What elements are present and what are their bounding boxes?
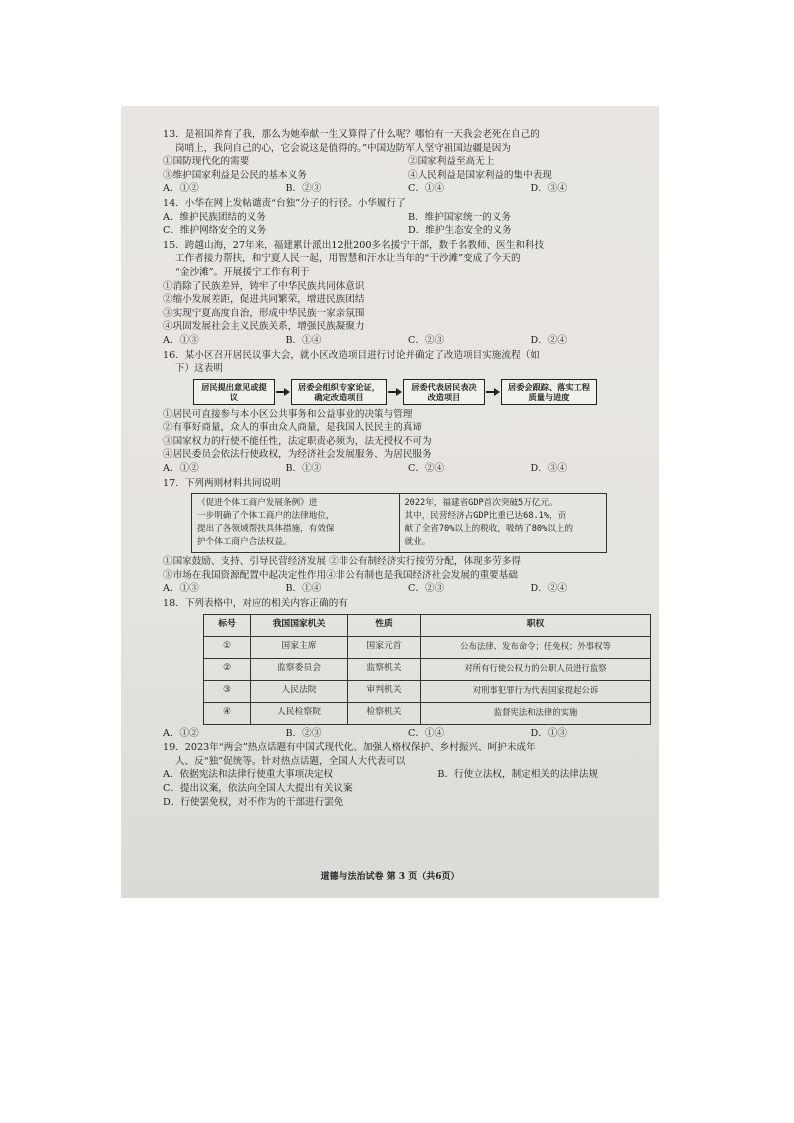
question-text: 工作者接力帮扶，和宁夏人民一起，用智慧和汗水让当年的“干沙滩”变成了今天的 bbox=[175, 253, 521, 265]
material-right bbox=[399, 494, 607, 552]
table-cell: 人民检察院 bbox=[251, 702, 348, 724]
option-c: C．②③ bbox=[408, 334, 445, 346]
statement: ③维护国家利益是公民的基本义务 bbox=[163, 169, 307, 181]
statement: ③国家权力的行使不能任性，法定职责必须为，法无授权不可为 bbox=[163, 435, 432, 447]
material-line: 一步明确了个体工商户的法律地位， bbox=[197, 511, 335, 522]
option-b: B．维护国家统一的义务 bbox=[408, 211, 511, 223]
table-cell: ③ bbox=[204, 680, 251, 702]
table-cell: 监察委员会 bbox=[251, 658, 348, 680]
table-cell: ② bbox=[204, 658, 251, 680]
table-cell: 国家主席 bbox=[251, 636, 348, 658]
table-row bbox=[204, 702, 651, 724]
question-text: 13．是祖国养育了我，那么为她奉献一生又算得了什么呢？哪怕有一天我会老死在自己的 bbox=[163, 129, 540, 140]
table-cell: 人民法院 bbox=[251, 680, 348, 702]
table-cell: ④ bbox=[204, 702, 251, 724]
arrow-right-icon bbox=[387, 387, 403, 397]
question-18 bbox=[163, 597, 653, 740]
table-cell: 监督宪法和法律的实施 bbox=[421, 702, 651, 724]
option-c: C．②④ bbox=[408, 463, 445, 475]
statement: ②国家利益至高无上 bbox=[408, 156, 495, 168]
table-cell: 检察机关 bbox=[348, 702, 421, 724]
material-line: 就业。 bbox=[404, 537, 431, 548]
option-c: C．提出议案，依法向全国人大提出有关议案 bbox=[163, 783, 353, 794]
table-row bbox=[204, 636, 651, 658]
option-d: D．②④ bbox=[530, 334, 567, 346]
material-line: 护个体工商户合法权益。 bbox=[197, 537, 292, 548]
table-cell: 公布法律、发布命令；任免权；外事权等 bbox=[421, 636, 651, 658]
option-a: A．①③ bbox=[163, 334, 199, 346]
option-a: A．①② bbox=[163, 183, 199, 195]
question-text: 19．2023年“两会”热点话题有中国式现代化、加强人格权保护、乡村振兴、呵护未成年 bbox=[163, 742, 536, 754]
statement: ①国家鼓励、支持、引导民营经济发展 ②非公有制经济实行按劳分配，体现多劳多得 bbox=[163, 556, 522, 568]
statement: ④巩固发展社会主义民族关系，增强民族凝聚力 bbox=[163, 321, 365, 333]
option-b: B．①③ bbox=[285, 463, 322, 475]
statement: ④人民利益是国家利益的集中表现 bbox=[408, 169, 552, 181]
option-c: C．维护网络安全的义务 bbox=[163, 225, 267, 237]
table-cell: 对刑事犯罪行为代表国家提起公诉 bbox=[421, 680, 651, 702]
answer-options bbox=[163, 462, 653, 476]
statement: ②有事好商量，众人的事由众人商量，是我国人民民主的真谛 bbox=[163, 422, 423, 434]
material-box bbox=[191, 493, 607, 553]
material-line: 《促进个体工商户发展条例》进 bbox=[197, 498, 318, 509]
option-b: B．①④ bbox=[285, 583, 322, 595]
option-b: B．①④ bbox=[285, 334, 322, 346]
option-a: A．①③ bbox=[163, 583, 199, 595]
question-15 bbox=[163, 239, 653, 348]
flow-step-1: 居民提出意见或提议 bbox=[193, 379, 275, 405]
statement: ①居民可直接参与本小区公共事务和公益事业的决策与管理 bbox=[163, 408, 413, 420]
option-d: D．维护生态安全的义务 bbox=[408, 225, 512, 237]
material-line: 2022年，福建省GDP首次突破5万亿元。 bbox=[404, 498, 558, 509]
flow-step-3: 居委代表居民表决改造项目 bbox=[403, 379, 485, 405]
answer-options bbox=[163, 224, 653, 238]
option-a: A．①② bbox=[163, 727, 199, 739]
statement: ①消除了民族差异，铸牢了中华民族共同体意识 bbox=[163, 280, 365, 292]
statement: ③实现宁夏高度自治，形成中华民族一家亲氛围 bbox=[163, 307, 365, 319]
answer-options bbox=[163, 727, 653, 741]
table-row bbox=[204, 658, 651, 680]
material-line: 献了全省70%以上的税收，吸纳了80%以上的 bbox=[404, 524, 574, 535]
flow-step-2: 居委会组织专家论证，确定改造项目 bbox=[291, 379, 387, 405]
option-b: B．②③ bbox=[285, 183, 322, 195]
table-header-row bbox=[204, 614, 651, 636]
option-c: C．①④ bbox=[408, 183, 445, 195]
page-content bbox=[163, 128, 653, 810]
column-header: 标号 bbox=[204, 614, 251, 636]
option-a: A．依据宪法和法律行使重大事项决定权 bbox=[163, 769, 334, 781]
flowchart bbox=[193, 379, 653, 405]
answer-options bbox=[163, 211, 653, 225]
exam-page bbox=[121, 106, 659, 898]
option-c: C．①④ bbox=[408, 727, 445, 739]
table-cell: ① bbox=[204, 636, 251, 658]
organ-table bbox=[203, 614, 651, 725]
column-header: 我国国家机关 bbox=[251, 614, 348, 636]
material-line: 提出了各领域帮扶具体措施，有效保 bbox=[197, 524, 335, 535]
arrow-right-icon bbox=[275, 387, 291, 397]
statement: ④居民委员会依法行使政权，为经济社会发展服务、为居民服务 bbox=[163, 449, 432, 461]
column-header: 性质 bbox=[348, 614, 421, 636]
question-text: 18．下列表格中，对应的相关内容正确的有 bbox=[163, 598, 348, 610]
table-cell: 监察机关 bbox=[348, 658, 421, 680]
option-d: D．③④ bbox=[530, 183, 567, 195]
table-cell: 对所有行使公权力的公职人员进行监察 bbox=[421, 658, 651, 680]
answer-options bbox=[163, 768, 653, 782]
question-text: 14．小华在网上发帖谴责“台独”分子的行径。小华履行了 bbox=[163, 197, 406, 209]
option-a: A．维护民族团结的义务 bbox=[163, 211, 266, 223]
question-text: 下）这表明 bbox=[175, 363, 223, 375]
statement: ②缩小发展差距，促进共同繁荣，增进民族团结 bbox=[163, 294, 365, 306]
material-left bbox=[192, 494, 399, 552]
column-header: 职权 bbox=[421, 614, 651, 636]
question-text: “金沙滩”。开展援宁工作有利于 bbox=[175, 266, 310, 278]
question-text: 15．跨越山海，27年来，福建累计派出12批200多名援宁干部，数千名教师、医生和科技 bbox=[163, 239, 545, 251]
statement-row bbox=[163, 155, 653, 169]
question-19 bbox=[163, 741, 653, 809]
material-line: 其中，民营经济占GDP比重已达68.1%，贡 bbox=[404, 511, 567, 522]
question-text: 16．某小区召开居民议事大会，就小区改造项目进行讨论并确定了改造项目实施流程（如 bbox=[163, 349, 540, 361]
question-text: 岗哨上，我问自己的心，它会说这是值得的。”中国边防军人坚守祖国边疆是因为 bbox=[175, 142, 511, 154]
flow-step-4: 居委会跟踪、落实工程质量与进度 bbox=[501, 379, 597, 405]
answer-options bbox=[163, 582, 653, 596]
option-b: B．行使立法权，制定相关的法律法规 bbox=[437, 769, 598, 781]
answer-options bbox=[163, 182, 653, 196]
option-d: D．③④ bbox=[530, 463, 567, 475]
table-cell: 国家元首 bbox=[348, 636, 421, 658]
statement: ③市场在我国资源配置中起决定性作用④非公有制也是我国经济社会发展的重要基础 bbox=[163, 569, 518, 581]
question-17 bbox=[163, 477, 653, 596]
question-13 bbox=[163, 128, 653, 196]
question-14 bbox=[163, 197, 653, 238]
option-c: C．②③ bbox=[408, 583, 445, 595]
statement: ①国防现代化的需要 bbox=[163, 156, 250, 168]
option-d: D．②④ bbox=[530, 583, 567, 595]
option-a: A．①② bbox=[163, 463, 199, 475]
question-16 bbox=[163, 349, 653, 476]
question-text: 人、反“独”促统等。针对热点话题，全国人大代表可以 bbox=[175, 755, 406, 767]
arrow-right-icon bbox=[485, 387, 501, 397]
option-b: B．②③ bbox=[285, 727, 322, 739]
option-d: D．①③ bbox=[530, 727, 567, 739]
statement-row bbox=[163, 169, 653, 183]
table-cell: 审判机关 bbox=[348, 680, 421, 702]
page-footer: 道德与法治试卷 第 3 页（共6页） bbox=[320, 872, 460, 882]
table-row bbox=[204, 680, 651, 702]
answer-options bbox=[163, 334, 653, 348]
question-text: 17．下列两则材料共同说明 bbox=[163, 477, 281, 489]
option-d: D．行使罢免权，对不作为的干部进行罢免 bbox=[163, 796, 344, 808]
